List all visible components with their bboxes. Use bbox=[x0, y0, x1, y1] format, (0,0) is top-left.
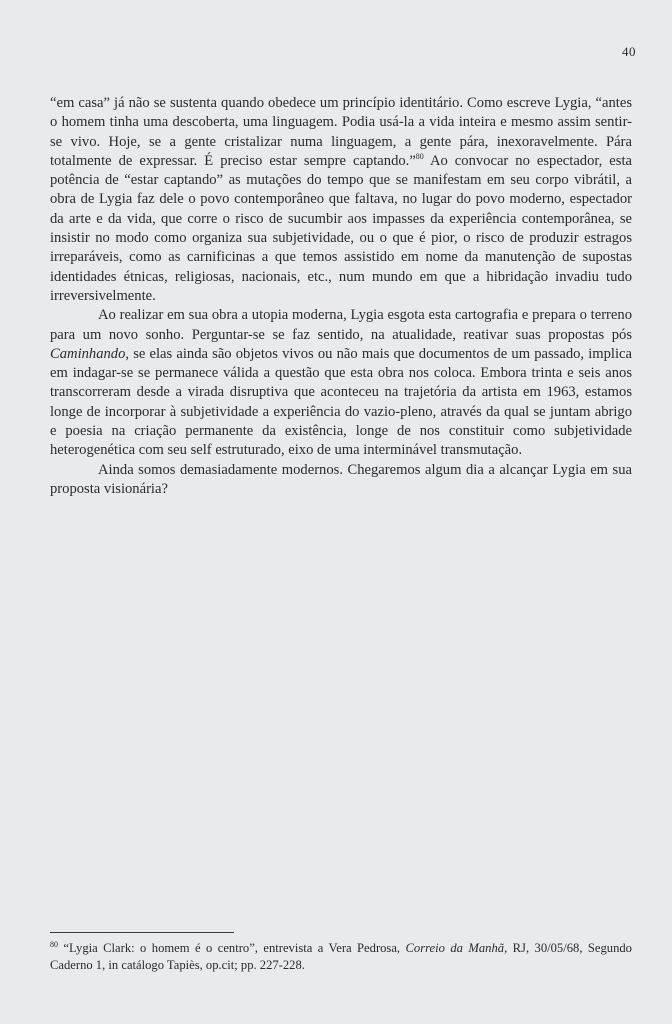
footnote-number: 80 bbox=[50, 939, 58, 949]
paragraph-1-text-b: Ao convocar no espectador, esta potência de “estar captando” as mutações do tempo que se manifestam em seu corpo vibrátil, a obra de Lygia faz dele o povo contemporâneo que faltava, no lugar do povo moderno, espectador da arte e da vida, que corre o risco de sucumbir aos impasses da experiência contemporânea, se insistir no modo como organiza sua subjetividade, ou o que é pior, o risco de produzir estragos irreparáveis, como as carnificinas a que temos assistido em nome da manutenção de supostas identidades étnicas, religiosas, nacionais, etc., num mundo em que a hibridação invadiu tudo irreversivelmente. bbox=[50, 152, 632, 304]
paragraph-2 bbox=[50, 306, 632, 460]
paragraph-2-text-b: , se elas ainda são objetos vivos ou não mais que documentos de um passado, implica em indagar-se se permanece válida a questão que esta obra nos coloca. Embora trinta e seis anos transcorreram desde a virada disruptiva que aconteceu na trajetória da artista em 1963, estamos longe de incorporar à subjetividade a experiência do vazio-pleno, através da qual se juntam abrigo e poesia na criação permanente da existência, longe de nos constituir como subjetividade heterogenética com seu self estruturado, eixo de uma interminável transmutação. bbox=[50, 345, 632, 459]
paragraph-2-text-a: Ao realizar em sua obra a utopia moderna, Lygia esgota esta cartografia e prepara o terreno para um novo sonho. Perguntar-se se faz sentido, na atualidade, reativar suas propostas pós bbox=[50, 307, 632, 343]
footnote-text-b: , RJ, 30/05/68, Segundo Caderno 1, in catálogo Tapiès, op.cit; pp. 227-228. bbox=[50, 941, 632, 972]
artwork-title: Caminhando bbox=[50, 345, 126, 362]
paragraph-3: Ainda somos demasiadamente modernos. Chegaremos algum dia a alcançar Lygia em sua proposta visionária? bbox=[50, 461, 632, 497]
footnote-reference: 80 bbox=[415, 152, 424, 162]
footnote-text-a: “Lygia Clark: o homem é o centro”, entrevista a Vera Pedrosa, bbox=[58, 941, 406, 955]
page-number: 40 bbox=[622, 44, 636, 59]
footnote bbox=[50, 940, 632, 974]
paragraph-1-text-a: “em casa” já não se sustenta quando obedece um princípio identitário. Como escreve Lygia, “antes o homem tinha uma descoberta, uma linguagem. Podia usá-la a vida inteira e mesmo assim sentir-se vivo. Hoje, se a gente cristalizar numa linguagem, a gente pára, inexoravelmente. Pára totalmente de expressar. É preciso estar sempre captando.” bbox=[50, 95, 632, 169]
paragraph-1 bbox=[50, 94, 632, 306]
footnote-separator bbox=[50, 932, 234, 933]
newspaper-title: Correio da Manhã bbox=[405, 941, 505, 955]
body-text bbox=[50, 94, 632, 499]
